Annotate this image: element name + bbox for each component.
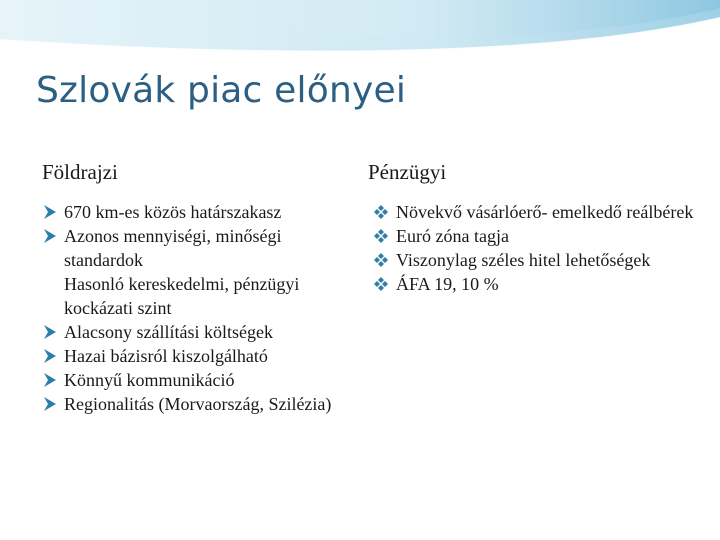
diamond-cluster-icon [372, 248, 390, 272]
list-item-text: Könnyű kommunikáció [64, 370, 235, 390]
diamond-cluster-icon [372, 200, 390, 224]
arrow-triangle-icon [42, 224, 60, 248]
list-item [42, 224, 362, 320]
list-item-text: ÁFA 19, 10 % [396, 274, 499, 294]
arrow-triangle-icon [42, 320, 60, 344]
list-item-text: Regionalitás (Morvaország, Szilézia) [64, 394, 332, 414]
list-item-text: Azonos mennyiségi, minőségi standardok [64, 226, 282, 270]
list-item [372, 200, 702, 224]
arrow-triangle-icon [42, 392, 60, 416]
list-item [42, 200, 362, 224]
right-column-list [372, 200, 702, 296]
right-column-heading: Pénzügyi [368, 160, 447, 184]
list-item-text: Hazai bázisról kiszolgálható [64, 346, 268, 366]
list-item-text: 670 km-es közös határszakasz [64, 202, 282, 222]
arrow-triangle-icon [42, 368, 60, 392]
list-item-text: Euró zóna tagja [396, 226, 509, 246]
list-item [42, 392, 362, 416]
slide-title: Szlovák piac előnyei [36, 70, 407, 111]
list-item [42, 368, 362, 392]
diamond-cluster-icon [372, 224, 390, 248]
left-column-heading: Földrajzi [42, 160, 118, 184]
header-wave-decoration [0, 0, 720, 70]
list-item-text: Viszonylag széles hitel lehetőségek [396, 250, 651, 270]
list-item [372, 272, 702, 296]
list-item [42, 344, 362, 368]
diamond-cluster-icon [372, 272, 390, 296]
arrow-triangle-icon [42, 344, 60, 368]
arrow-triangle-icon [42, 200, 60, 224]
list-item-text: Alacsony szállítási költségek [64, 322, 273, 342]
list-item [372, 248, 702, 272]
list-item [42, 320, 362, 344]
list-item [372, 224, 702, 248]
list-item-subtext: Hasonló kereskedelmi, pénzügyi kockázati szint [64, 274, 300, 318]
left-column-list [42, 200, 362, 416]
list-item-text: Növekvő vásárlóerő- emelkedő reálbérek [396, 202, 694, 222]
